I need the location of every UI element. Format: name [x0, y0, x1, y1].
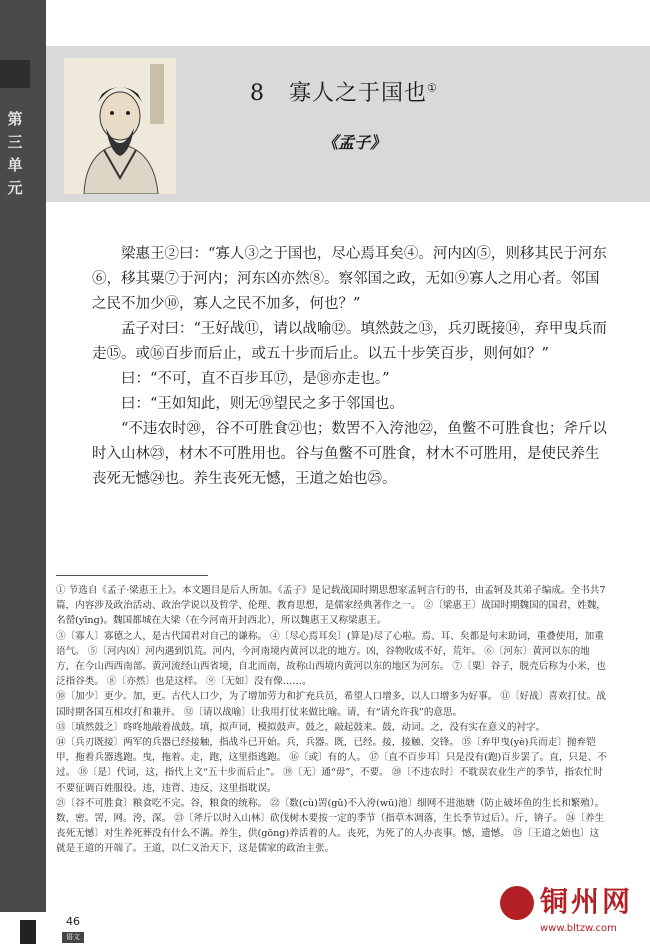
footnote: ① 节选自《孟子·梁惠王上》。本文题目是后人所加。《孟子》是记载战国时期思想家孟轲言行的书，由孟轲及其弟子编成。全书共7篇，内容涉及政治活动、政治学说以及哲学、伦理、教育思想，是儒家经典著作之一。 ②〔梁惠王〕战国时期魏国的国君，姓魏，名罃(yīng)。魏国都城在大梁（在今河南开封西北），所以魏惠王又称梁惠王。 [56, 585, 606, 627]
footnote: ㉑〔谷不可胜食〕粮食吃不完。谷，粮食的统称。 ㉒〔数(cù)罟(gǔ)不入洿(wū)池〕细网不进池塘（防止破坏鱼的生长和繁殖）。数，密。罟，网。洿，深。 ㉓〔斧斤以时入山林〕砍伐树木要按一定的季节（指草木凋落，生长季节过后）。斤，锛子。 ㉔〔养生丧死无憾〕对生养死葬没有什么不满。养生，供(gōng)养活着的人。丧死，为死了的人办丧事。憾，遗憾。 ㉕〔王道之始也〕这就是王道的开端了。王道，以仁义治天下，这是儒家的政治主张。 [56, 797, 605, 855]
unit-label: 第三单元 [7, 110, 23, 197]
main-text [92, 242, 612, 492]
title-number: 8 [250, 81, 265, 106]
subject-label: 语文 [62, 932, 84, 943]
portrait-icon [64, 58, 176, 194]
watermark-name: 铜州网 [540, 885, 634, 918]
footnote: ⑭〔兵刃既接〕两军的兵器已经接触，指战斗已开始。兵，兵器。既，已经。接，接触、交锋。 ⑮〔弃甲曳(yè)兵而走〕抛弃铠甲，拖着兵器逃跑。曳，拖着。走，跑，这里指逃跑。 ⑯〔或〕有的人。 ⑰〔直不百步耳〕只是没有(跑)百步罢了。直，只是、不过。 ⑱〔是〕代词，这，指代上文“五十步而后止”。 ⑲〔无〕通“毋”，不要。 ⑳〔不违农时〕不耽误农业生产的季节，指农忙时不要征调百姓服役。违，违背、违反，这里指耽误。 [56, 737, 607, 794]
paragraph: 曰：“不可，直不百步耳⑰，是⑱亦走也。” [121, 371, 390, 387]
paragraph: 梁惠王②曰：“寡人③之于国也，尽心焉耳矣④。河内凶⑤，则移其民于河东⑥，移其粟⑦于河内；河东凶亦然⑧。察邻国之政，无如⑨寡人之用心者。邻国之民不加少⑩，寡人之民不加多，何也？” [92, 246, 607, 312]
paragraph: 孟子对曰：“王好战⑪，请以战喻⑫。填然鼓之⑬，兵刃既接⑭，弃甲曳兵而走⑮。或⑯百步而后止，或五十步而后止。以五十步笑百步，则何如？” [92, 321, 607, 362]
portrait-image [64, 58, 176, 194]
page-number: 46 [66, 915, 80, 928]
footnote: ⑩〔加少〕更少。加，更。古代人口少，为了增加劳力和扩充兵员，希望人口增多，以人口增多为好事。 ⑪〔好战〕喜欢打仗。战国时期各国互相攻打和兼并。 ⑫〔请以战喻〕让我用打仗来做比喻。请，有“请允许我”的意思。 [56, 691, 606, 718]
title-note: ① [427, 81, 438, 95]
paragraph: “不违农时⑳，谷不可胜食㉑也；数罟不入洿池㉒，鱼鳖不可胜食也；斧斤以时入山林㉓，材木不可胜用也。谷与鱼鳖不可胜食，材木不可胜用，是使民养生丧死无憾㉔也。养生丧死无憾，王道之始也㉕。 [92, 421, 607, 487]
footnote: ⑬〔填然鼓之〕咚咚地敲着战鼓。填，拟声词，模拟鼓声。鼓之，敲起鼓来。鼓，动词。之，没有实在意义的衬字。 [56, 721, 546, 733]
page-title [250, 76, 438, 107]
ornament-icon [0, 60, 30, 88]
footnote-divider [56, 575, 208, 576]
bookmark-icon [20, 920, 36, 944]
footnote: ③〔寡人〕寡德之人，是古代国君对自己的谦称。 ④〔尽心焉耳矣〕(算是)尽了心啦。焉、耳、矣都是句末助词，重叠使用，加重语气。 ⑤〔河内凶〕河内遇到饥荒。河内，今河南境内黄河以北的地方。凶，谷物收成不好，荒年。 ⑥〔河东〕黄河以东的地方，在今山西西南部。黄河流经山西省境，自北而南，故称山西境内黄河以东的地区为河东。 ⑦〔粟〕谷子，脱壳后称为小米，也泛指谷类。 ⑧〔亦然〕也是这样。 ⑨〔无如〕没有像……。 [56, 630, 606, 688]
title-text: 寡人之于国也 [288, 81, 427, 106]
source-label: 《孟子》 [322, 133, 387, 152]
watermark-logo-icon [500, 886, 534, 920]
paragraph: 曰：“王如知此，则无⑲望民之多于邻国也。 [121, 396, 404, 412]
footnotes [56, 583, 608, 857]
unit-sidebar [0, 0, 46, 950]
watermark-url: www.bltzw.com [540, 923, 617, 934]
